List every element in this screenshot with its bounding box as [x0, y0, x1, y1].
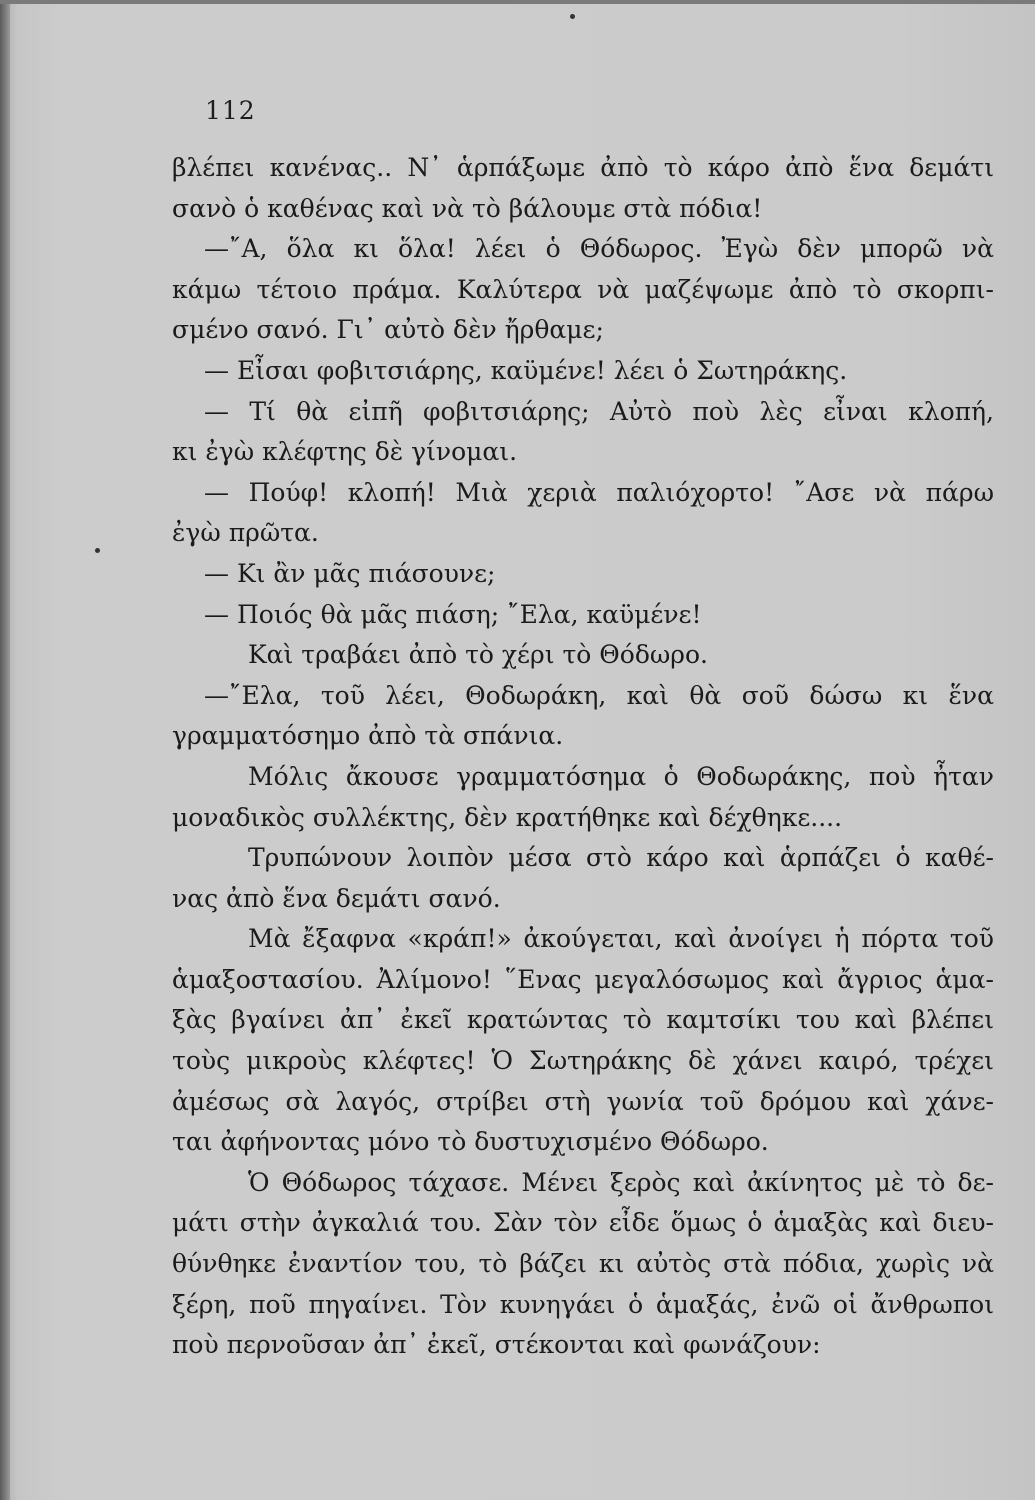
text-line: βλέπει κανένας.. Ν᾽ ἁρπάξωμε ἀπὸ τὸ κάρο ἀπὸ ἕνα δεμάτι	[172, 153, 994, 182]
text-line: ποὺ περνοῦσαν ἀπ᾽ ἐκεῖ, στέκονται καὶ φωνάζουν:	[172, 1330, 821, 1360]
page-top-edge	[0, 0, 1035, 4]
ink-speck	[95, 548, 100, 553]
text-line: σμένο σανό. Γι᾽ αὐτὸ δὲν ἤρθαμε;	[172, 315, 604, 345]
text-line: μοναδικὸς συλλέκτης, δὲν κρατήθηκε καὶ δέχθηκε....	[172, 802, 843, 832]
text-line: Τρυπώνουν λοιπὸν μέσα στὸ κάρο καὶ ἁρπάζει ὁ καθέ-	[248, 843, 994, 873]
text-line: κάμω τέτοιο πράμα. Καλύτερα νὰ μαζέψωμε ἀπὸ τὸ σκορπι-	[172, 274, 994, 304]
text-line: Μὰ ἔξαφνα «κράπ!» ἀκούγεται, καὶ ἀνοίγει ἡ πόρτα τοῦ	[248, 924, 994, 954]
text-line: ἁμαξοστασίου. Ἀλίμονο! ῞Ενας μεγαλόσωμος καὶ ἄγριος ἁμα-	[172, 964, 994, 994]
text-line: Καὶ τραβάει ἀπὸ τὸ χέρι τὸ Θόδωρο.	[248, 640, 708, 670]
text-line: Ὁ Θόδωρος τάχασε. Μένει ξερὸς καὶ ἀκίνητος μὲ τὸ δε-	[248, 1167, 994, 1197]
text-line: κι ἐγὼ κλέφτης δὲ γίνομαι.	[172, 437, 518, 467]
text-line: γραμματόσημο ἀπὸ τὰ σπάνια.	[172, 721, 564, 751]
text-line: τοὺς μικροὺς κλέφτες! Ὁ Σωτηράκης δὲ χάνει καιρό, τρέχει	[172, 1046, 994, 1076]
body-text	[172, 148, 994, 1366]
text-line: θύνθηκε ἐναντίον του, τὸ βάζει κι αὐτὸς στὰ πόδια, χωρὶς νὰ	[172, 1249, 994, 1279]
text-line: — Τί θὰ εἰπῆ φοβιτσιάρης; Αὐτὸ ποὺ λὲς εἶναι κλοπή,	[204, 396, 994, 426]
book-spine-shadow	[0, 0, 10, 1500]
text-line: —῎Ελα, τοῦ λέει, Θοδωράκη, καὶ θὰ σοῦ δώσω κι ἕνα	[204, 680, 994, 710]
page-number: 112	[205, 96, 256, 125]
text-line: μάτι στὴν ἀγκαλιά του. Σὰν τὸν εἶδε ὅμως ὁ ἁμαξὰς καὶ διευ-	[172, 1208, 994, 1238]
text-line: ξέρη, ποῦ πηγαίνει. Τὸν κυνηγάει ὁ ἁμαξάς, ἐνῶ οἱ ἄνθρωποι	[172, 1289, 994, 1319]
ink-speck	[570, 14, 575, 19]
text-line: σανὸ ὁ καθένας καὶ νὰ τὸ βάλουμε στὰ πόδια!	[172, 193, 763, 223]
text-line: νας ἀπὸ ἕνα δεμάτι σανό.	[172, 883, 501, 913]
text-line: ἀμέσως σὰ λαγός, στρίβει στὴ γωνία τοῦ δρόμου καὶ χάνε-	[172, 1086, 994, 1116]
text-line: ἐγὼ πρῶτα.	[172, 518, 319, 548]
text-line: — Εἶσαι φοβιτσιάρης, καϋμένε! λέει ὁ Σωτηράκης.	[204, 355, 848, 385]
text-line: — Ποιός θὰ μᾶς πιάση; ῎Ελα, καϋμένε!	[204, 599, 702, 629]
text-line: Μόλις ἄκουσε γραμματόσημα ὁ Θοδωράκης, ποὺ ἦταν	[248, 761, 994, 791]
text-line: — Κι ἂν μᾶς πιάσουνε;	[204, 558, 496, 588]
text-line: ξὰς βγαίνει ἀπ᾽ ἐκεῖ κρατώντας τὸ καμτσίκι του καὶ βλέπει	[172, 1005, 994, 1035]
text-line: — Πούφ! κλοπή! Μιὰ χεριὰ παλιόχορτο! ῎Ασε νὰ πάρω	[204, 477, 994, 507]
text-line: —῎Α, ὅλα κι ὅλα! λέει ὁ Θόδωρος. Ἐγὼ δὲν μπορῶ νὰ	[204, 234, 994, 264]
text-line: ται ἀφήνοντας μόνο τὸ δυστυχισμένο Θόδωρο.	[172, 1127, 769, 1157]
